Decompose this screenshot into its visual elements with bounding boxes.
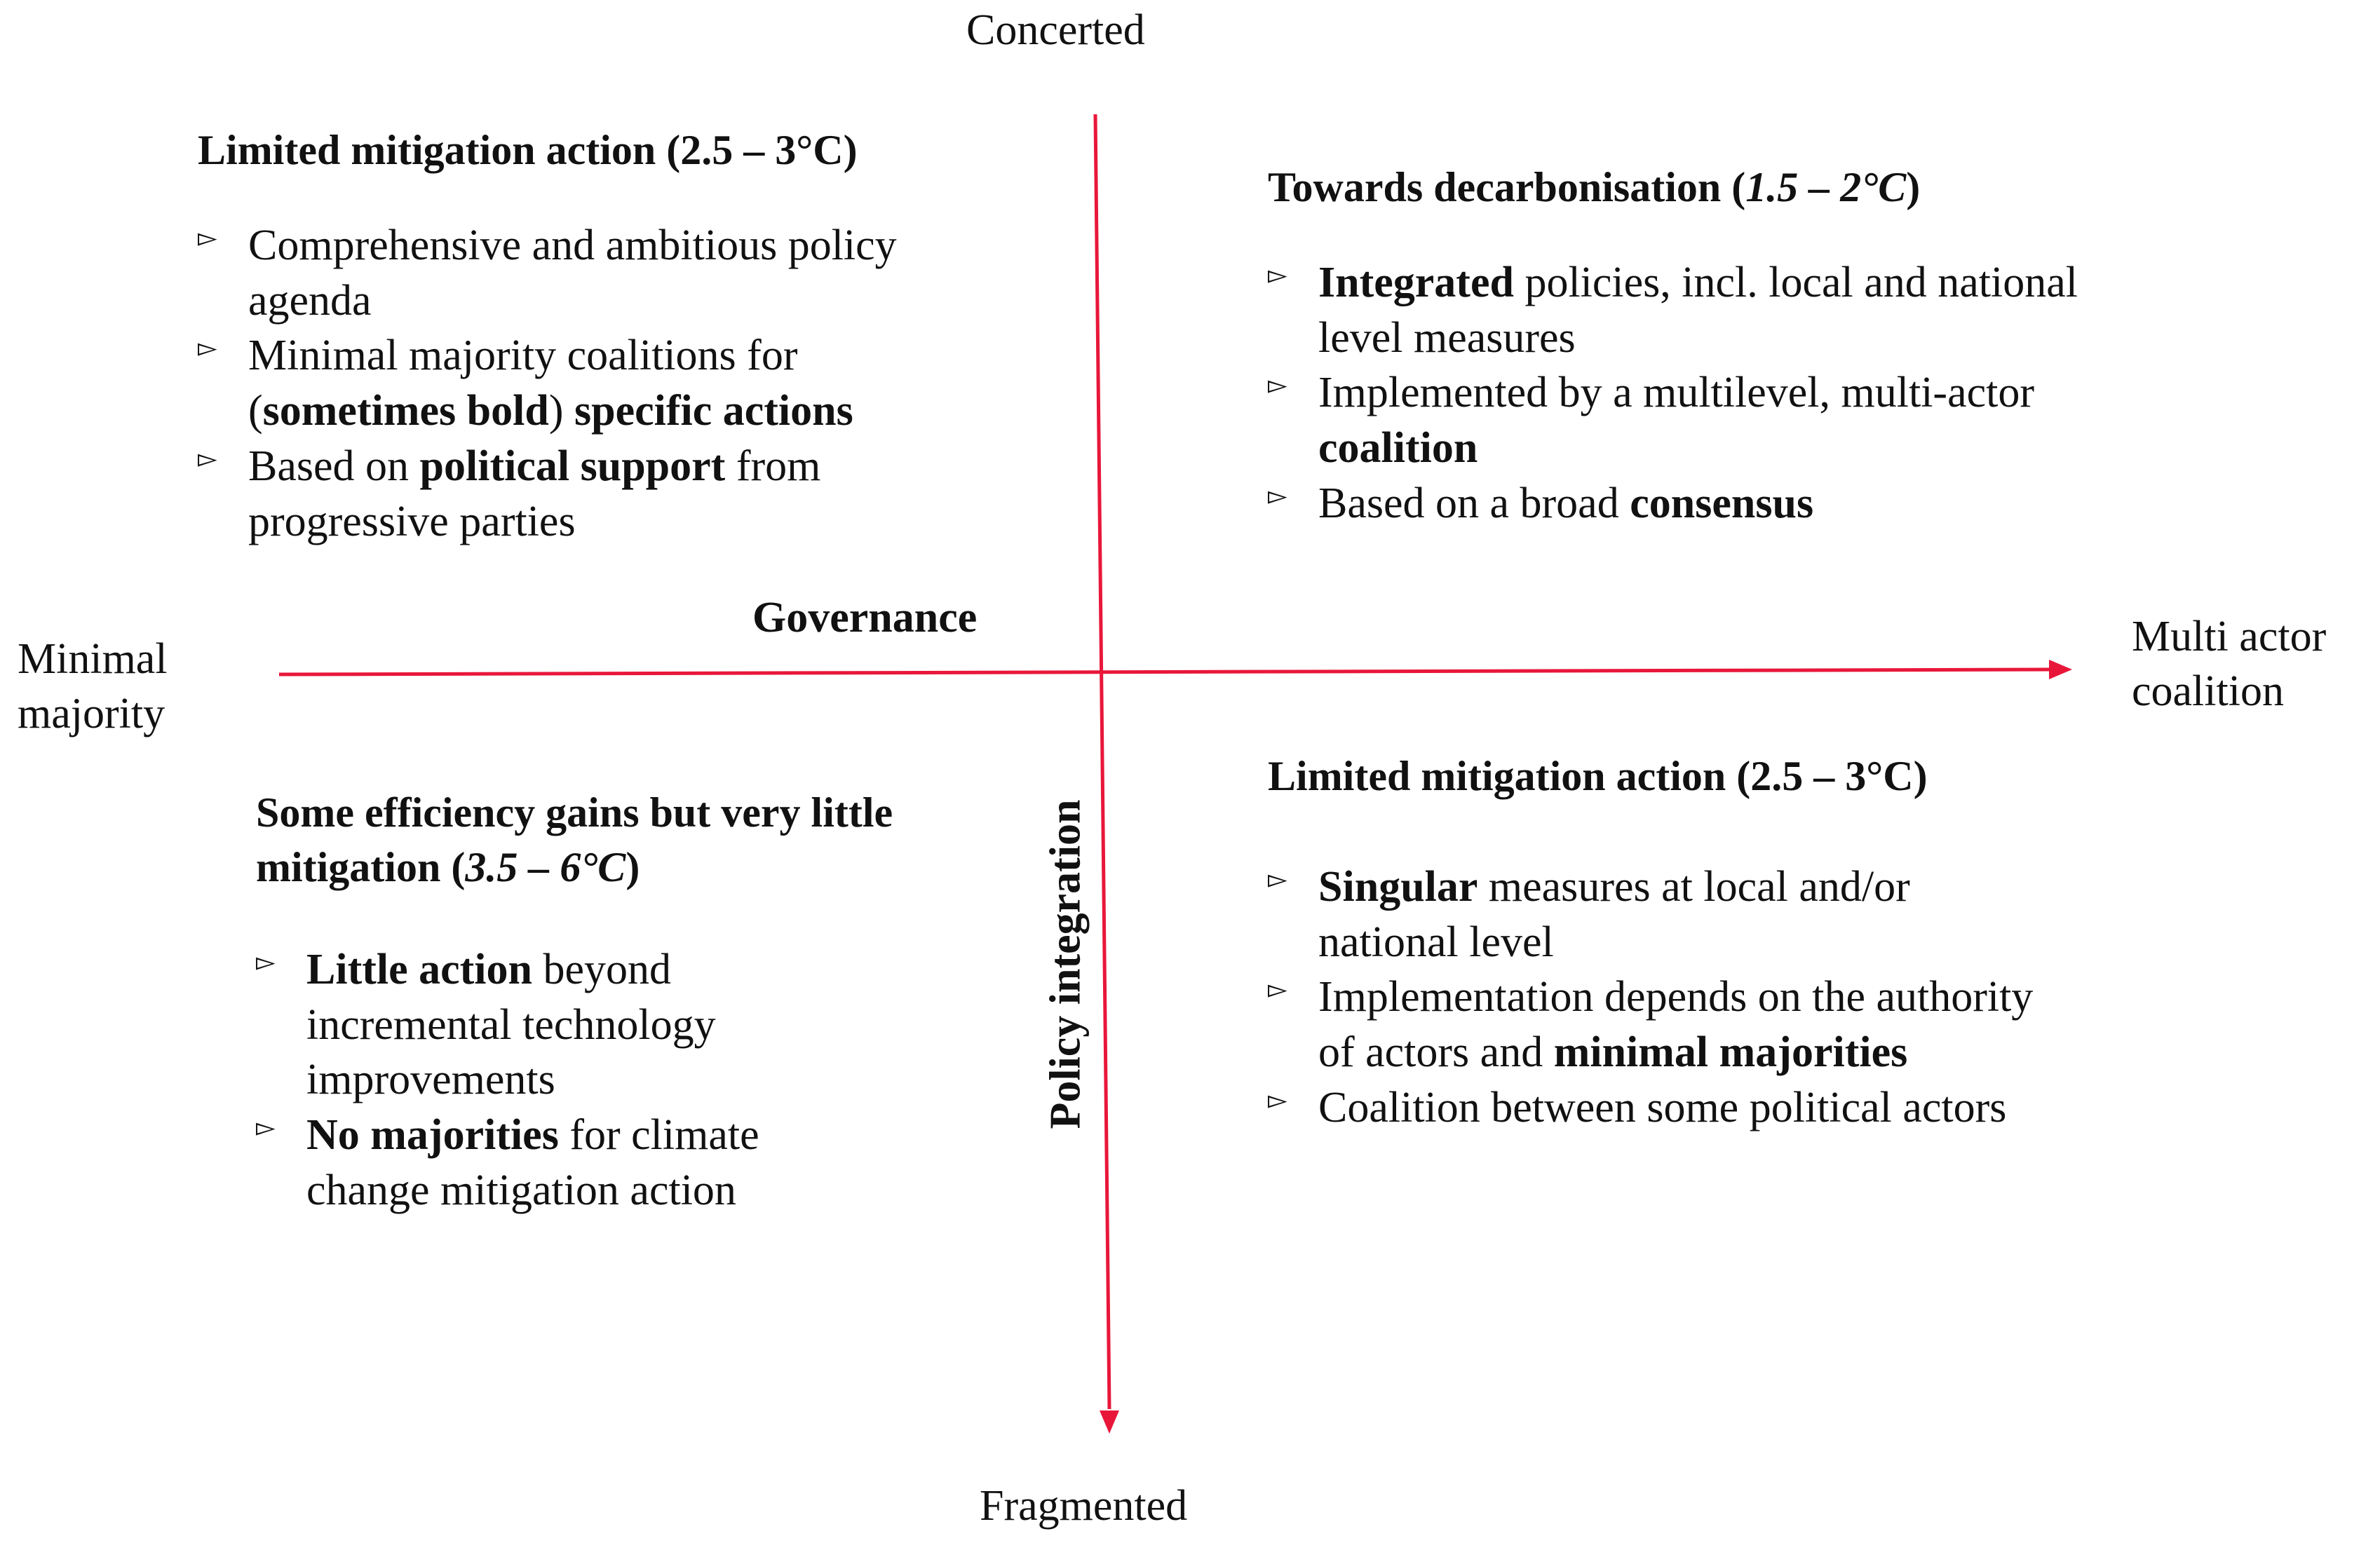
axis-top-label: Concerted: [966, 6, 1145, 54]
bullet-text: beyond incremental technology improvements: [306, 946, 716, 1104]
title-temperature: 1.5 – 2°C: [1745, 164, 1907, 210]
bullet-text: Minimal majority coalitions for (: [248, 332, 798, 435]
bullet-text-bold: coalition: [1318, 424, 1478, 473]
bullet-marker-icon: ▻: [198, 444, 217, 473]
quadrant-title: [256, 785, 971, 895]
quadrant-bottom-right: [1268, 749, 2123, 1136]
axis-left-label-line1: Minimal: [18, 635, 168, 683]
axis-left-label: [18, 632, 168, 741]
bullet-text: Based on: [248, 442, 420, 490]
bullet-item: [198, 218, 1011, 328]
bullet-text-bold: political support: [419, 442, 726, 490]
bullet-text-bold: consensus: [1630, 479, 1814, 527]
bullet-item: [1268, 476, 2123, 531]
bullet-text-bold: Little action: [306, 946, 532, 993]
axis-left-label-line2: majority: [18, 689, 165, 737]
title-text: Towards decarbonisation (: [1268, 164, 1746, 210]
bullet-marker-icon: ▻: [198, 334, 217, 363]
bullet-text: Coalition between some political actors: [1318, 1083, 2007, 1131]
bullet-text-bold: sometimes bold: [262, 387, 549, 435]
bullet-text: ): [548, 387, 574, 435]
bullet-item: [1268, 255, 2123, 365]
bullet-text: Implemented by a multilevel, multi-actor: [1318, 369, 2034, 417]
quadrant-top-left: [198, 123, 1011, 549]
bullet-marker-icon: ▻: [256, 1113, 276, 1143]
bullet-text: Implementation depends on the authority of actors and: [1318, 973, 2034, 1077]
bullet-list: [1268, 859, 2053, 1136]
quadrant-title: [1268, 160, 2123, 215]
axis-bottom-label: Fragmented: [980, 1482, 1188, 1530]
bullet-text-bold: minimal majorities: [1553, 1028, 1908, 1077]
vertical-axis-line: [1095, 114, 1109, 1409]
bullet-marker-icon: ▻: [256, 948, 276, 977]
bullet-marker-icon: ▻: [1268, 481, 1287, 510]
quadrant-bottom-left: [256, 785, 971, 1218]
bullet-text-bold: Integrated: [1318, 259, 1514, 306]
bullet-item: [1268, 859, 2053, 970]
bullet-item: [198, 328, 1011, 438]
bullet-text-bold: Singular: [1318, 863, 1478, 911]
bullet-item: [1268, 1080, 2053, 1136]
bullet-text: policies, incl. local and national level measures: [1318, 259, 2078, 362]
bullet-item: [256, 1108, 887, 1218]
bullet-text: measures at local and/or national level: [1318, 863, 1910, 966]
bullet-marker-icon: ▻: [198, 224, 217, 252]
quadrant-title: Limited mitigation action (2.5 – 3°C): [198, 127, 858, 173]
bullet-item: [256, 942, 887, 1108]
bullet-marker-icon: ▻: [1268, 261, 1287, 290]
bullet-item: [1268, 970, 2053, 1080]
vertical-axis-arrowhead: [1100, 1410, 1119, 1434]
bullet-text: Comprehensive and ambitious policy agenda: [248, 222, 897, 325]
bullet-text: Based on a broad: [1318, 479, 1630, 527]
bullet-text: from progressive parties: [248, 442, 821, 545]
quadrant-top-right: [1268, 160, 2123, 531]
title-close: ): [626, 844, 640, 890]
bullet-marker-icon: ▻: [1268, 975, 1287, 1005]
horizontal-axis-line: [279, 669, 2051, 674]
bullet-list: [256, 942, 887, 1218]
bullet-text-bold: No majorities: [306, 1111, 559, 1160]
bullet-item: [198, 439, 1011, 549]
policy-integration-axis-title: Policy integration: [1041, 799, 1090, 1129]
quadrant-title: Limited mitigation action (2.5 – 3°C): [1268, 753, 1928, 799]
title-close: ): [1906, 164, 1921, 210]
bullet-text-bold: specific actions: [574, 387, 853, 435]
bullet-marker-icon: ▻: [1268, 1085, 1287, 1115]
governance-axis-title: Governance: [752, 594, 978, 641]
bullet-list: [198, 218, 1011, 549]
axis-right-label-line1: Multi actor: [2132, 613, 2327, 660]
bullet-text: for climate change mitigation action: [306, 1111, 759, 1214]
bullet-item: [1268, 365, 2123, 475]
title-text: Some efficiency gains but very little mitigation (: [256, 789, 893, 890]
bullet-list: [1268, 255, 2123, 531]
axis-right-label-line2: coalition: [2132, 667, 2284, 715]
axis-right-label: [2132, 610, 2326, 719]
horizontal-axis-arrowhead: [2049, 660, 2072, 679]
title-temperature: 3.5 – 6°C: [465, 844, 626, 890]
bullet-marker-icon: ▻: [1268, 371, 1287, 400]
bullet-marker-icon: ▻: [1268, 865, 1287, 894]
